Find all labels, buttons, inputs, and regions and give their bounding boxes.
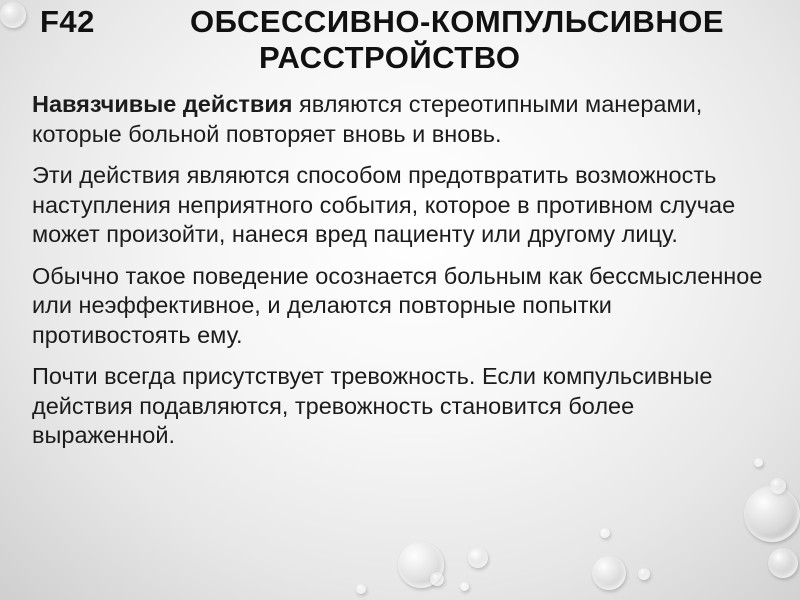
water-droplet-decoration: [356, 584, 366, 594]
paragraph-text: являются стереотипными манерами, которые больной повторяет вновь и вновь.: [32, 91, 703, 147]
water-droplet-decoration: [744, 486, 800, 542]
water-droplet-decoration: [430, 572, 444, 586]
paragraph-4: [32, 362, 772, 451]
paragraph-1: [32, 90, 772, 149]
title-code: F42: [40, 4, 95, 39]
paragraph-text: Почти всегда присутствует тревожность. Если компульсивные действия подавляются, тревожность становится более выраженной.: [32, 363, 713, 448]
water-droplet-decoration: [638, 568, 650, 580]
title-line-2: РАССТРОЙСТВО: [259, 40, 521, 75]
slide-body: [32, 90, 772, 463]
water-droplet-decoration: [768, 548, 798, 578]
water-droplet-decoration: [600, 528, 610, 538]
paragraph-text: Эти действия являются способом предотвратить возможность наступления неприятного события, которое в противном случае может произойти, нанеся вред пациенту или другому лицу.: [32, 162, 736, 247]
paragraph-3: [32, 262, 772, 351]
water-droplet-decoration: [0, 2, 26, 28]
water-droplet-decoration: [460, 582, 469, 591]
paragraph-2: [32, 161, 772, 250]
water-droplet-decoration: [754, 458, 763, 467]
paragraph-text: Обычно такое поведение осознается больным как бессмысленное или неэффективное, и делаются повторные попытки противостоять ему.: [32, 262, 763, 348]
water-droplet-decoration: [468, 548, 488, 568]
water-droplet-decoration: [592, 556, 626, 590]
paragraph-lead-term: Навязчивые действия: [32, 91, 293, 117]
slide-title: [40, 4, 780, 76]
title-line-1: ОБСЕССИВНО-КОМПУЛЬСИВНОЕ: [190, 4, 725, 39]
